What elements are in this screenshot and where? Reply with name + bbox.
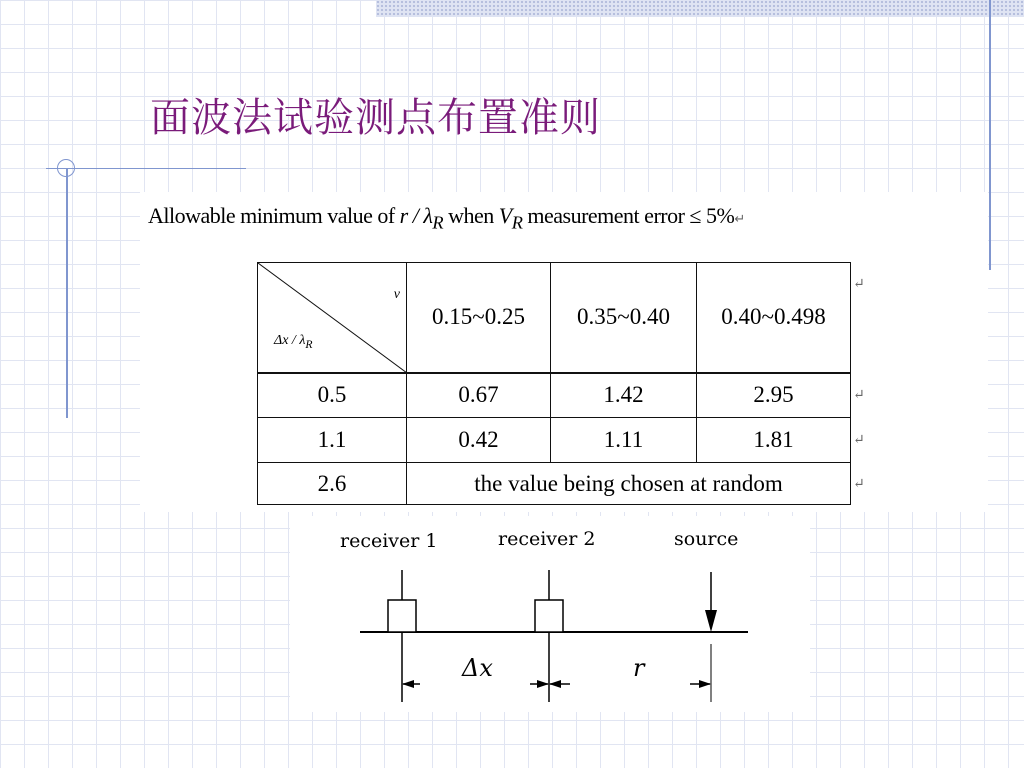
return-mark: ↵ <box>853 276 865 292</box>
receiver1-sensor <box>388 600 416 632</box>
row-label: 2.6 <box>258 463 407 505</box>
source-arrow-head <box>705 610 717 632</box>
slide-title: 面波法试验测点布置准则 <box>150 95 601 141</box>
corner-row-label: Δx / $\lambda_R$ <box>274 333 313 351</box>
return-mark: ↵ <box>853 476 865 492</box>
return-mark: ↵ <box>853 432 865 448</box>
column-header: 0.15~0.25 <box>407 263 551 373</box>
receiver2-sensor <box>535 600 563 632</box>
column-header: 0.40~0.498 <box>697 263 851 373</box>
receiver1-label: receiver 1 <box>340 530 438 552</box>
row-label: 0.5 <box>258 373 407 418</box>
table-cell: 1.11 <box>551 418 697 463</box>
receiver2-label: receiver 2 <box>498 528 596 550</box>
table-cell: 0.42 <box>407 418 551 463</box>
r-label: r <box>633 654 645 682</box>
table-cell: 1.42 <box>551 373 697 418</box>
source-label: source <box>674 528 739 550</box>
column-header: 0.35~0.40 <box>551 263 697 373</box>
table-cell: 0.67 <box>407 373 551 418</box>
merged-cell: the value being chosen at random <box>407 463 851 505</box>
table-cell: 2.95 <box>697 373 851 418</box>
return-mark: ↵ <box>853 387 865 403</box>
row-label: 1.1 <box>258 418 407 463</box>
dx-label: Δx <box>462 654 493 682</box>
corner-col-label: ν <box>393 287 400 302</box>
table-caption: Allowable minimum value of r / $\lambda_R$ when $V_R$ measurement error ≤ 5%↵ <box>148 203 745 233</box>
table-cell: 1.81 <box>697 418 851 463</box>
